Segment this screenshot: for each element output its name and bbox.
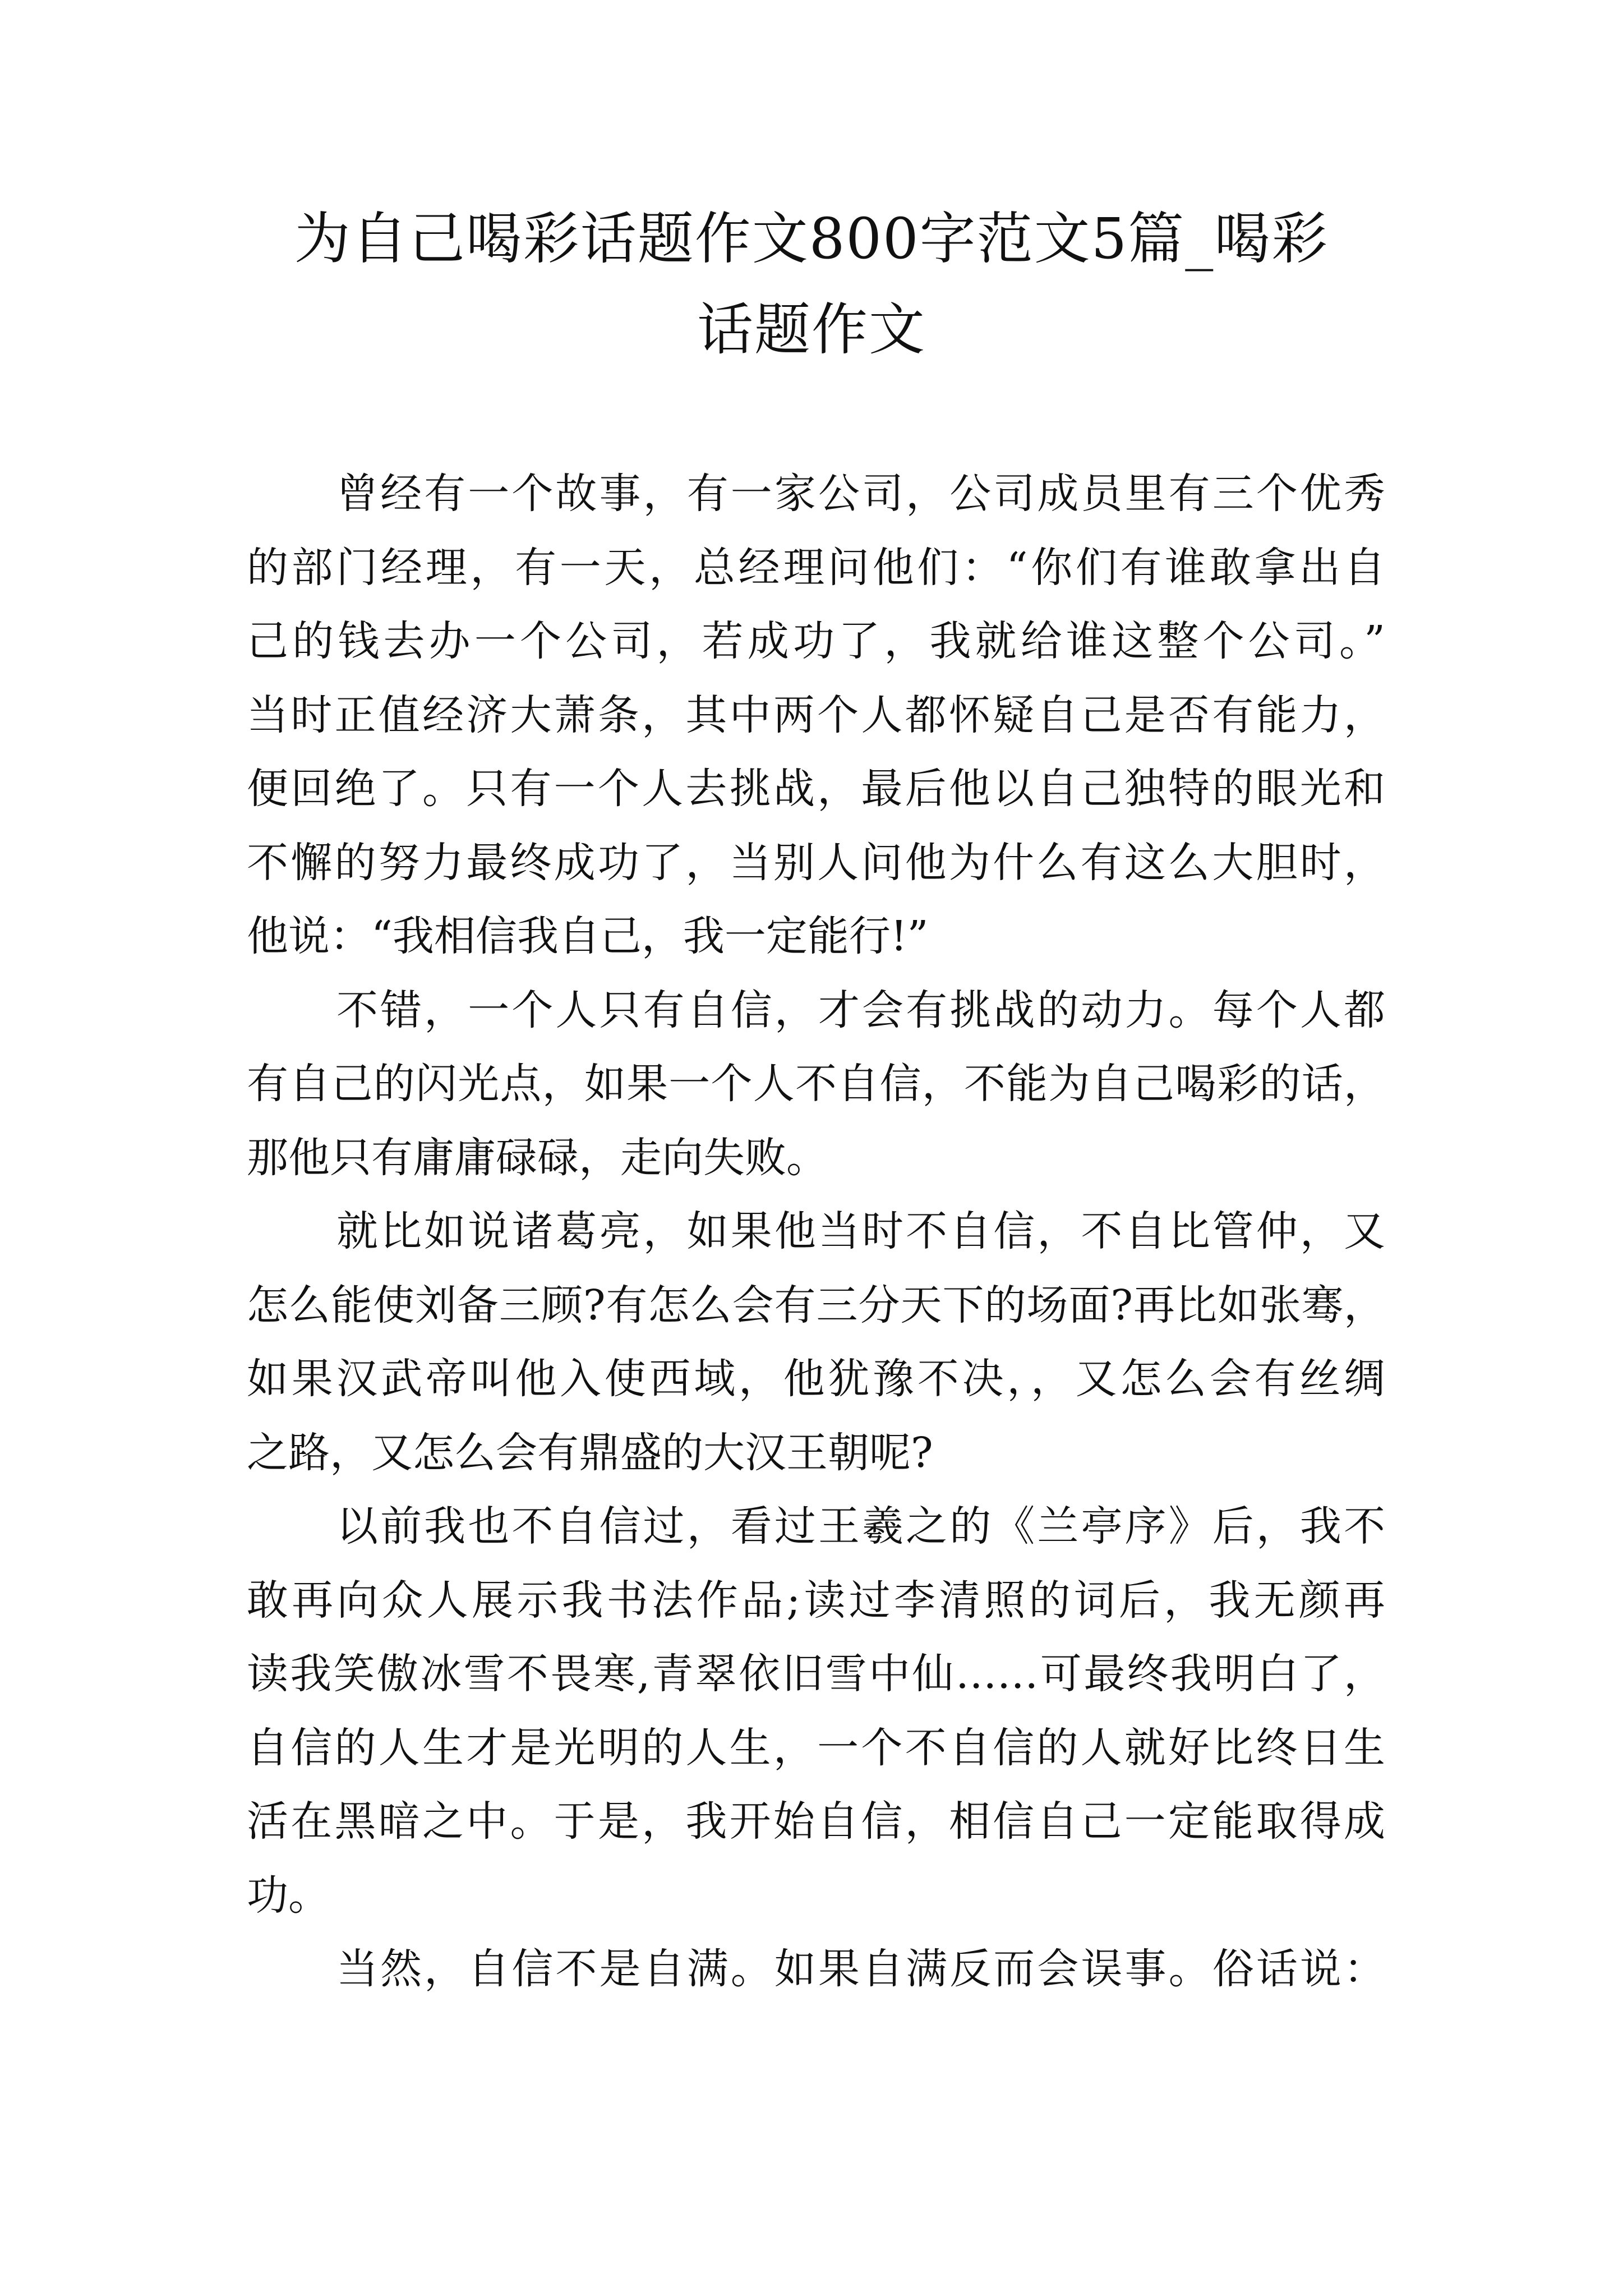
paragraph-line: 的部门经理，有一天，总经理问他们：“你们有谁敢拿出自 (247, 543, 1385, 592)
paragraph-line: 读我笑傲冰雪不畏寒,青翠依旧雪中仙……可最终我明白了， (247, 1650, 1385, 1698)
paragraph-line: 不懈的努力最终成功了，当别人问他为什么有这么大胆时， (247, 838, 1385, 887)
document-body (247, 457, 1385, 2007)
paragraph-line: 便回绝了。只有一个人去挑战，最后他以自己独特的眼光和 (247, 765, 1385, 813)
paragraph-line: 功。 (247, 1871, 330, 1920)
paragraph-line: 活在黑暗之中。于是，我开始自信，相信自己一定能取得成 (247, 1797, 1385, 1846)
title-line: 话题作文 (697, 297, 926, 362)
paragraph (247, 1490, 1385, 1932)
paragraph-line: 怎么能使刘备三顾?有怎么会有三分天下的场面?再比如张骞， (247, 1281, 1385, 1329)
paragraph-line: 自信的人生才是光明的人生，一个不自信的人就好比终日生 (247, 1723, 1385, 1772)
paragraph (247, 974, 1385, 1195)
paragraph-line: 敢再向众人展示我书法作品;读过李清照的词后，我无颜再 (247, 1576, 1385, 1625)
paragraph-line: 他说：“我相信我自己，我一定能行!” (247, 912, 929, 960)
paragraph-line: 曾经有一个故事，有一家公司，公司成员里有三个优秀 (336, 470, 1385, 518)
paragraph (247, 1932, 1385, 2007)
paragraph-line: 有自己的闪光点，如果一个人不自信，不能为自己喝彩的话， (247, 1060, 1385, 1108)
paragraph-line: 如果汉武帝叫他入使西域，他犹豫不决，，又怎么会有丝绸 (247, 1355, 1385, 1403)
paragraph-line: 己的钱去办一个公司，若成功了，我就给谁这整个公司。” (247, 617, 1385, 665)
document-title (213, 194, 1410, 375)
title-line: 为自己喝彩话题作文800字范文5篇_喝彩 (294, 206, 1329, 272)
paragraph (247, 457, 1385, 974)
paragraph-line: 就比如说诸葛亮，如果他当时不自信，不自比管仲，又 (336, 1207, 1385, 1255)
paragraph-line: 当然，自信不是自满。如果自满反而会误事。俗话说： (336, 1945, 1385, 1993)
paragraph (247, 1195, 1385, 1490)
paragraph-line: 不错，一个人只有自信，才会有挑战的动力。每个人都 (336, 986, 1385, 1034)
paragraph-line: 之路，又怎么会有鼎盛的大汉王朝呢? (247, 1428, 933, 1477)
paragraph-line: 那他只有庸庸碌碌，走向失败。 (247, 1133, 828, 1182)
paragraph-line: 当时正值经济大萧条，其中两个人都怀疑自己是否有能力， (247, 691, 1385, 739)
paragraph-line: 以前我也不自信过，看过王羲之的《兰亭序》后，我不 (336, 1502, 1385, 1550)
